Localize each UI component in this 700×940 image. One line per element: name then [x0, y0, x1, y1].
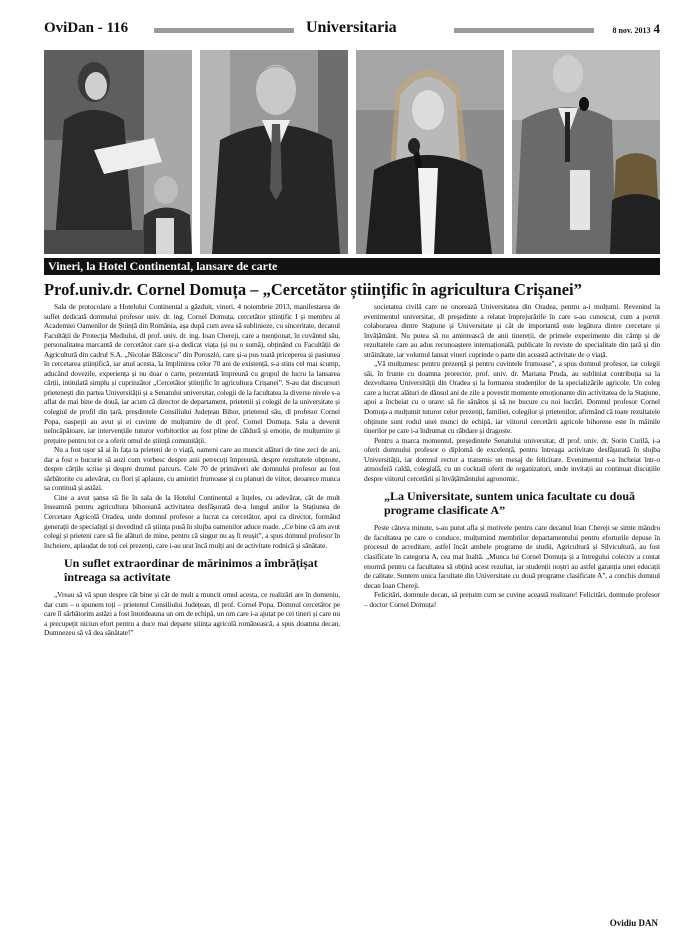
paragraph: Nu a fost ușor să ai în fața ta prieteni de o viață, oameni care au muncit alături de tine zeci de ani, dar a fost o bucurie să auzi cum vorbesc despre anii petrecuți împreună, despre rezultatele obținute, despre cărțile scrise și despre drumul parcurs. Cele 70 de primăveri ale domnului profesor au fost sărbătorite cu adevărat, cu flori și aplauze, cu amintiri frumoase și cu planuri de viitor, deoarece munca sa continuă și astăzi.: [44, 445, 340, 493]
paragraph: Cine a avut șansa să fie în sala de la Hotelul Continental a înțeles, cu adevărat, cât de mult înseamnă pentru agricultura bihoreană activitatea desfășurată de-a lungul anilor la Stațiunea de Cercetare Agricolă Oradea, unde domnul profesor a lucrat ca cercetător, apoi ca director, formând generații de specialiști și dovedind că știința pusă în slujba oamenilor aduce roade. „Ce bine că am avut colegi și prieteni care să fie alături de mine, pentru că singur nu aș fi reușit”, a spus domnul profesor în încheiere, aplaudat de toți cei prezenți, care i-au urat încă mulți ani de activitate rodnică și sănătate.: [44, 492, 340, 550]
page-info: [612, 21, 660, 37]
paragraph: Pentru a marca momentul, președintele Senatului universitar, dl prof. univ. dr. Sorin Curilă, i-a oferit domnului profesor o diplomă de excelență, pentru întreaga activitate desfășurată în slujba Universității, iar domnul rector a transmis un mesaj de felicitare. Evenimentul s-a încheiat într-o atmosferă caldă, colegială, cu un cocktail oferit de organizatori, unde invitații au continuat discuțiile despre viitorul cercetării și învățământului agronomic.: [364, 435, 660, 483]
page-header: [44, 18, 660, 40]
paragraph: „Vă mulțumesc pentru prezență și pentru cuvintele frumoase”, a spus domnul profesor, iar colegii săi, în frunte cu doamna prorector, prof. univ. dr. Mariana Pruda, au subliniat contribuția sa la dezvoltarea Universității din Oradea și la formarea studenților de la specializările agricole. Un coleg care a lucrat alături de dânsul ani de zile a povestit momente emoționante din activitatea de la Stațiune, apoi a încheiat cu o urare: să fie sănătos și să ne bucure cu noi lucrări. Domnul profesor Cornel Domuța a mulțumit tuturor celor prezenți, familiei, colegilor și prietenilor, afirmând că toate rezultatele obținute sunt rodul unei munci de echipă, iar viitorul cercetării agricole bihorene este în mâinile tinerilor pe care i-a îndrumat cu răbdare și dragoste.: [364, 359, 660, 436]
page-number: 4: [653, 21, 660, 36]
photo-strip: [44, 50, 660, 254]
article-column-2: [364, 302, 660, 927]
paragraph: Sala de protocolare a Hotelului Continental a găzduit, vineri, 4 noiembrie 2013, manifestarea de suflet dedicată domnului profesor univ. dr. ing. Cornel Domuța, cercetător științific I și membru al Academiei Oamenilor de Știință din România, așa după cum avea să sublinieze, cu sinceritate, decanul Facultății de Protecția Mediului, dl prof. univ. dr. ing. Ioan Chereji, care a menționat, în cuvântul său, personalitatea marcantă de cercetător care și-a dedicat viața (și nu o sumă), obținând cu Facultății de Agricultură din cadrul S.A. „Nicolae Bălcescu” din Poroszló, care și-a pus toată priceperea și pasiunea în cercetarea științifică, iar anul acesta, la împlinirea celor 70 ani de existență, s-a stins cel mai scump, aducând dovezile, experiența și nu doar o carte, prezentată împreună cu grupul de lucru la lansarea cărții, intitulată simplu și cuprinzător „Cercetător științific în agricultura Crișanei”. S-au dat discursuri prietenești din partea Universității și a Senatului universitar, colegii de la facultatea la diverse nivele s-a aflat de mai bine de două, iar acum că director de departament, prietenii și colegii de la universitate și colegiul de profil din țară, preșdintele Consiliului Județean Bihor, prietenul său, dl profesor Cornel Popa, oaspeții au avut și ei cuvinte de mulțumire de dl prof. Cornel Domuța. Sala a devenit neîncăpătoare, iar intervențiile tuturor vorbitorilor au fost pline de căldură și emoție, de mulțumire și prețuire pentru tot ce a oferit omul de știință comunității.: [44, 302, 340, 445]
article-column-1: [44, 302, 340, 927]
publication-issue: OviDan - 116: [44, 20, 129, 36]
photo-woman-at-lectern: [44, 50, 192, 254]
author-signature: Ovidiu DAN: [609, 918, 658, 928]
photo-man-in-suit: [200, 50, 348, 254]
photo-man-speaking-microphone: [512, 50, 660, 254]
photo-caption-bar: [44, 258, 660, 275]
article-subheading: „La Universitate, suntem unica facultate cu două programe clasificate A”: [384, 489, 635, 518]
paragraph: Peste câteva minute, s-au putut afla și motivele pentru care decanul Ioan Chereji se simte mândru de facultatea pe care o conduce, mulțumind membrilor departamentului pentru eforturile depuse în procesul de acreditare, astfel încât ambele programe de studii, Agricultură și Silvicultură, au fost clasificate în categoria A, cea mai înaltă. „Munca lui Cornel Domuța și a întregului colectiv a contat enormă pentru ca facultatea să obțină acest rezultat, iar studenții noștri au astfel garanția unei educații de calitate. Suntem unica facultate din Universitate cu două programe clasificate A”, a conchis domnul decan Ioan Chereji.: [364, 523, 660, 590]
article-subheading: Un suflet extraordinar de mărinimos a îmbrățișat întreaga sa activitate: [64, 556, 318, 585]
issue-date: 8 nov. 2013: [612, 25, 651, 35]
paragraph: societatea civilă care ne onorează Universitatea din Oradea, pentru a-i mulțumi. Revenind la evenimentul universitar, dl președinte a relatat împrejurările în care s-au cunoscut, cum a pornit colaborarea dintre Stațiune și Universitate și cât de importantă este legătura dintre cercetare și învățământ. Nu putea să nu amintească de anii tinereții, de primele experimente din câmp și de rezultatele care au adus recunoaștere internațională, publicate în reviste de specialitate din țară și din străinătate, iar volumul lansat vineri cuprinde o parte din această activitate de o viață.: [364, 302, 660, 359]
paragraph: Felicitări, domnule decan, să prețuim cum se cuvine această realizare! Felicitări, domnule profesor – doctor Cornel Domuța!: [364, 590, 660, 609]
photo-woman-speaking-microphone: [356, 50, 504, 254]
section-title: Universitaria: [306, 19, 397, 36]
header-rule-left: [154, 28, 294, 33]
article-headline: Prof.univ.dr. Cornel Domuța – „Cercetător științific în agricultura Crișanei”: [44, 280, 582, 299]
photo-caption: Vineri, la Hotel Continental, lansare de carte: [48, 259, 278, 273]
header-rule-right: [454, 28, 594, 33]
paragraph: „Vreau să vă spun despre cât bine și cât de mult a muncit omul acesta, ce realizări are în domeniu, dar cum – o spunem toți – prietenul Consiliului Județean, dl prof. Cornel Popa. Domnul cercetător pe care îl sărbătorim astăzi a fost întotdeauna un om de echipă, un om care i-a ajutat pe cei tineri și care nu a precupețit niciun efort pentru a duce mai departe știința agricolă românească, a spus doamna decan, Dumnezeu să vă dea sănătate!”: [44, 590, 340, 638]
